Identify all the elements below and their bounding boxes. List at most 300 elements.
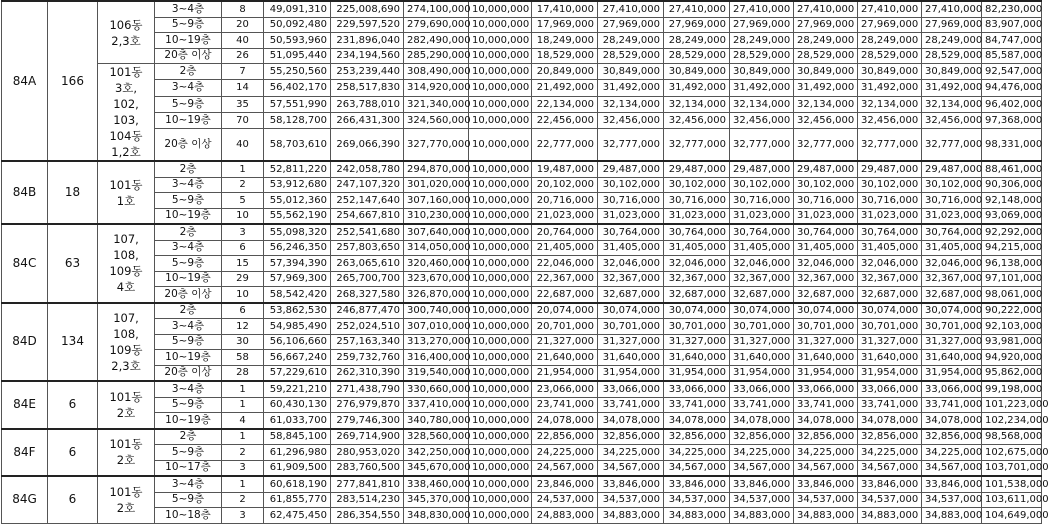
amount-cell-total: 340,780,000 xyxy=(404,413,469,429)
table-row xyxy=(2,303,1042,319)
amount-cell-mid7: 34,883,000 xyxy=(922,508,982,524)
amount-cell-mid6: 31,492,000 xyxy=(858,80,922,96)
amount-cell-building: 254,667,810 xyxy=(331,208,404,224)
table-row xyxy=(2,413,1042,429)
amount-cell-mid3: 30,849,000 xyxy=(664,64,730,80)
amount-cell-building: 262,310,390 xyxy=(331,365,404,381)
table-row xyxy=(2,508,1042,524)
amount-cell-balance: 102,234,000 xyxy=(982,413,1042,429)
amount-cell-mid5: 27,410,000 xyxy=(794,1,858,17)
amount-cell-mid5: 33,066,000 xyxy=(794,381,858,397)
floor-cell: 2층 xyxy=(155,224,222,240)
dong-cell: 101동 1호 xyxy=(98,161,155,224)
floor-cell: 10~19층 xyxy=(155,112,222,128)
floor-cell: 20층 이상 xyxy=(155,365,222,381)
floor-cell: 5~9층 xyxy=(155,256,222,272)
amount-cell-balance: 88,461,000 xyxy=(982,161,1042,177)
amount-cell-mid2: 30,849,000 xyxy=(598,64,664,80)
amount-cell-balance: 92,292,000 xyxy=(982,224,1042,240)
amount-cell-balance: 85,587,000 xyxy=(982,48,1042,64)
units-cell: 29 xyxy=(222,271,264,287)
amount-cell-building: 265,700,700 xyxy=(331,271,404,287)
amount-cell-contract: 10,000,000 xyxy=(469,397,532,413)
amount-cell-mid7: 28,249,000 xyxy=(922,33,982,49)
amount-cell-mid5: 32,134,000 xyxy=(794,96,858,112)
amount-cell-contract: 10,000,000 xyxy=(469,33,532,49)
table-row xyxy=(2,256,1042,272)
amount-cell-mid1: 21,023,000 xyxy=(532,208,598,224)
table-row xyxy=(2,161,1042,177)
amount-cell-mid6: 34,567,000 xyxy=(858,460,922,476)
amount-cell-contract: 10,000,000 xyxy=(469,460,532,476)
price-table-body xyxy=(2,1,1049,523)
dong-cell: 101동 2호 xyxy=(98,476,155,523)
amount-cell-mid4: 28,529,000 xyxy=(730,48,794,64)
amount-cell-mid7: 31,023,000 xyxy=(922,208,982,224)
amount-cell-mid7: 31,405,000 xyxy=(922,240,982,256)
amount-cell-total: 285,290,000 xyxy=(404,48,469,64)
floor-cell: 10~19층 xyxy=(155,350,222,366)
amount-cell-mid6: 31,405,000 xyxy=(858,240,922,256)
amount-cell-building: 252,024,510 xyxy=(331,319,404,335)
amount-cell-total: 316,400,000 xyxy=(404,350,469,366)
amount-cell-mid5: 28,529,000 xyxy=(794,48,858,64)
amount-cell-contract: 10,000,000 xyxy=(469,476,532,492)
amount-cell-land: 54,985,490 xyxy=(264,319,331,335)
amount-cell-building: 242,058,780 xyxy=(331,161,404,177)
dong-cell: 101동 3호, 102, 103, 104동 1,2호 xyxy=(98,64,155,162)
amount-cell-total: 342,250,000 xyxy=(404,445,469,461)
amount-cell-mid1: 24,225,000 xyxy=(532,445,598,461)
amount-cell-land: 56,106,660 xyxy=(264,334,331,350)
amount-cell-land: 58,542,420 xyxy=(264,287,331,303)
amount-cell-building: 257,163,340 xyxy=(331,334,404,350)
amount-cell-mid2: 33,066,000 xyxy=(598,381,664,397)
amount-cell-mid2: 28,249,000 xyxy=(598,33,664,49)
amount-cell-mid7: 32,456,000 xyxy=(922,112,982,128)
amount-cell-total: 301,020,000 xyxy=(404,177,469,193)
amount-cell-total: 314,920,000 xyxy=(404,80,469,96)
amount-cell-mid3: 29,487,000 xyxy=(664,161,730,177)
amount-cell-mid7: 34,225,000 xyxy=(922,445,982,461)
table-row xyxy=(2,350,1042,366)
floor-cell: 5~9층 xyxy=(155,492,222,508)
units-cell: 26 xyxy=(222,48,264,64)
amount-cell-balance: 94,920,000 xyxy=(982,350,1042,366)
amount-cell-contract: 10,000,000 xyxy=(469,350,532,366)
amount-cell-mid5: 30,701,000 xyxy=(794,319,858,335)
amount-cell-mid1: 24,883,000 xyxy=(532,508,598,524)
amount-cell-mid6: 32,687,000 xyxy=(858,287,922,303)
amount-cell-mid5: 30,102,000 xyxy=(794,177,858,193)
amount-cell-mid7: 28,529,000 xyxy=(922,48,982,64)
amount-cell-balance: 104,649,000 xyxy=(982,508,1042,524)
units-cell: 70 xyxy=(222,112,264,128)
unit-count-cell: 6 xyxy=(48,429,98,477)
amount-cell-mid5: 34,225,000 xyxy=(794,445,858,461)
amount-cell-balance: 97,368,000 xyxy=(982,112,1042,128)
amount-cell-contract: 10,000,000 xyxy=(469,492,532,508)
amount-cell-land: 56,667,240 xyxy=(264,350,331,366)
amount-cell-total: 307,640,000 xyxy=(404,224,469,240)
unit-type-cell: 84C xyxy=(2,224,48,303)
amount-cell-contract: 10,000,000 xyxy=(469,334,532,350)
units-cell: 3 xyxy=(222,460,264,476)
amount-cell-mid4: 31,492,000 xyxy=(730,80,794,96)
floor-cell: 5~9층 xyxy=(155,445,222,461)
amount-cell-mid6: 27,969,000 xyxy=(858,17,922,33)
amount-cell-mid3: 30,074,000 xyxy=(664,303,730,319)
floor-cell: 3~4층 xyxy=(155,1,222,17)
amount-cell-mid2: 32,777,000 xyxy=(598,129,664,161)
floor-cell: 3~4층 xyxy=(155,319,222,335)
amount-cell-mid4: 34,078,000 xyxy=(730,413,794,429)
amount-cell-mid1: 18,249,000 xyxy=(532,33,598,49)
amount-cell-contract: 10,000,000 xyxy=(469,64,532,80)
amount-cell-mid1: 21,640,000 xyxy=(532,350,598,366)
amount-cell-contract: 10,000,000 xyxy=(469,365,532,381)
amount-cell-mid3: 32,367,000 xyxy=(664,271,730,287)
amount-cell-mid3: 33,846,000 xyxy=(664,476,730,492)
amount-cell-mid2: 34,537,000 xyxy=(598,492,664,508)
amount-cell-building: 269,714,900 xyxy=(331,429,404,445)
floor-cell: 5~9층 xyxy=(155,193,222,209)
units-cell: 14 xyxy=(222,80,264,96)
floor-cell: 10~19층 xyxy=(155,208,222,224)
amount-cell-contract: 10,000,000 xyxy=(469,445,532,461)
amount-cell-mid5: 31,023,000 xyxy=(794,208,858,224)
amount-cell-building: 271,438,790 xyxy=(331,381,404,397)
units-cell: 2 xyxy=(222,445,264,461)
amount-cell-total: 330,660,000 xyxy=(404,381,469,397)
amount-cell-total: 307,010,000 xyxy=(404,319,469,335)
amount-cell-mid4: 30,764,000 xyxy=(730,224,794,240)
amount-cell-land: 53,862,530 xyxy=(264,303,331,319)
amount-cell-mid4: 32,856,000 xyxy=(730,429,794,445)
amount-cell-contract: 10,000,000 xyxy=(469,17,532,33)
units-cell: 3 xyxy=(222,508,264,524)
floor-cell: 10~19층 xyxy=(155,33,222,49)
amount-cell-mid1: 22,456,000 xyxy=(532,112,598,128)
amount-cell-building: 234,194,560 xyxy=(331,48,404,64)
amount-cell-building: 246,877,470 xyxy=(331,303,404,319)
floor-cell: 20층 이상 xyxy=(155,48,222,64)
amount-cell-balance: 96,402,000 xyxy=(982,96,1042,112)
price-table xyxy=(1,0,1049,524)
amount-cell-mid3: 30,701,000 xyxy=(664,319,730,335)
amount-cell-mid6: 33,741,000 xyxy=(858,397,922,413)
amount-cell-mid3: 34,078,000 xyxy=(664,413,730,429)
amount-cell-mid6: 30,701,000 xyxy=(858,319,922,335)
amount-cell-mid6: 32,134,000 xyxy=(858,96,922,112)
floor-cell: 5~9층 xyxy=(155,96,222,112)
amount-cell-mid4: 30,849,000 xyxy=(730,64,794,80)
unit-type-cell: 84G xyxy=(2,476,48,523)
units-cell: 1 xyxy=(222,476,264,492)
amount-cell-balance: 98,061,000 xyxy=(982,287,1042,303)
amount-cell-total: 319,540,000 xyxy=(404,365,469,381)
amount-cell-balance: 94,215,000 xyxy=(982,240,1042,256)
amount-cell-land: 51,095,440 xyxy=(264,48,331,64)
units-cell: 5 xyxy=(222,193,264,209)
amount-cell-mid4: 31,640,000 xyxy=(730,350,794,366)
amount-cell-mid2: 30,102,000 xyxy=(598,177,664,193)
amount-cell-mid7: 34,078,000 xyxy=(922,413,982,429)
amount-cell-total: 345,670,000 xyxy=(404,460,469,476)
table-row xyxy=(2,240,1042,256)
amount-cell-total: 326,870,000 xyxy=(404,287,469,303)
amount-cell-contract: 10,000,000 xyxy=(469,240,532,256)
amount-cell-mid3: 32,134,000 xyxy=(664,96,730,112)
amount-cell-mid7: 30,701,000 xyxy=(922,319,982,335)
amount-cell-building: 231,896,040 xyxy=(331,33,404,49)
amount-cell-mid5: 32,046,000 xyxy=(794,256,858,272)
unit-type-cell: 84B xyxy=(2,161,48,224)
amount-cell-mid1: 21,327,000 xyxy=(532,334,598,350)
amount-cell-building: 266,431,300 xyxy=(331,112,404,128)
unit-type-cell: 84A xyxy=(2,1,48,161)
amount-cell-land: 55,250,560 xyxy=(264,64,331,80)
units-cell: 40 xyxy=(222,33,264,49)
amount-cell-mid6: 34,078,000 xyxy=(858,413,922,429)
amount-cell-mid6: 31,954,000 xyxy=(858,365,922,381)
amount-cell-contract: 10,000,000 xyxy=(469,429,532,445)
amount-cell-mid5: 30,716,000 xyxy=(794,193,858,209)
amount-cell-mid1: 17,410,000 xyxy=(532,1,598,17)
amount-cell-mid4: 29,487,000 xyxy=(730,161,794,177)
amount-cell-total: 345,370,000 xyxy=(404,492,469,508)
amount-cell-mid7: 34,567,000 xyxy=(922,460,982,476)
amount-cell-mid4: 31,954,000 xyxy=(730,365,794,381)
amount-cell-building: 286,354,550 xyxy=(331,508,404,524)
units-cell: 2 xyxy=(222,177,264,193)
amount-cell-mid6: 30,102,000 xyxy=(858,177,922,193)
amount-cell-mid4: 33,066,000 xyxy=(730,381,794,397)
amount-cell-mid5: 31,405,000 xyxy=(794,240,858,256)
amount-cell-building: 229,597,520 xyxy=(331,17,404,33)
amount-cell-mid1: 20,716,000 xyxy=(532,193,598,209)
amount-cell-balance: 94,476,000 xyxy=(982,80,1042,96)
amount-cell-balance: 97,101,000 xyxy=(982,271,1042,287)
floor-cell: 5~9층 xyxy=(155,397,222,413)
amount-cell-mid3: 32,777,000 xyxy=(664,129,730,161)
amount-cell-land: 58,703,610 xyxy=(264,129,331,161)
units-cell: 15 xyxy=(222,256,264,272)
amount-cell-mid7: 32,046,000 xyxy=(922,256,982,272)
amount-cell-total: 338,460,000 xyxy=(404,476,469,492)
amount-cell-balance: 103,701,000 xyxy=(982,460,1042,476)
amount-cell-mid4: 30,102,000 xyxy=(730,177,794,193)
amount-cell-mid2: 32,456,000 xyxy=(598,112,664,128)
amount-cell-mid6: 31,023,000 xyxy=(858,208,922,224)
amount-cell-mid3: 31,327,000 xyxy=(664,334,730,350)
amount-cell-balance: 90,306,000 xyxy=(982,177,1042,193)
amount-cell-building: 276,979,870 xyxy=(331,397,404,413)
amount-cell-mid4: 30,701,000 xyxy=(730,319,794,335)
amount-cell-mid1: 22,687,000 xyxy=(532,287,598,303)
amount-cell-contract: 10,000,000 xyxy=(469,177,532,193)
amount-cell-mid5: 33,741,000 xyxy=(794,397,858,413)
amount-cell-mid6: 27,410,000 xyxy=(858,1,922,17)
amount-cell-mid6: 33,846,000 xyxy=(858,476,922,492)
amount-cell-total: 314,050,000 xyxy=(404,240,469,256)
amount-cell-mid6: 30,716,000 xyxy=(858,193,922,209)
amount-cell-mid4: 27,969,000 xyxy=(730,17,794,33)
unit-count-cell: 18 xyxy=(48,161,98,224)
amount-cell-mid7: 33,066,000 xyxy=(922,381,982,397)
amount-cell-building: 252,541,680 xyxy=(331,224,404,240)
table-row xyxy=(2,224,1042,240)
amount-cell-mid3: 32,046,000 xyxy=(664,256,730,272)
amount-cell-total: 321,340,000 xyxy=(404,96,469,112)
amount-cell-mid4: 31,405,000 xyxy=(730,240,794,256)
amount-cell-mid3: 34,883,000 xyxy=(664,508,730,524)
amount-cell-mid7: 32,777,000 xyxy=(922,129,982,161)
amount-cell-mid3: 31,492,000 xyxy=(664,80,730,96)
amount-cell-balance: 93,069,000 xyxy=(982,208,1042,224)
units-cell: 8 xyxy=(222,1,264,17)
amount-cell-total: 327,770,000 xyxy=(404,129,469,161)
dong-cell: 106동 2,3호 xyxy=(98,1,155,64)
amount-cell-balance: 102,675,000 xyxy=(982,445,1042,461)
amount-cell-mid4: 32,777,000 xyxy=(730,129,794,161)
amount-cell-mid6: 32,456,000 xyxy=(858,112,922,128)
amount-cell-mid3: 27,410,000 xyxy=(664,1,730,17)
amount-cell-contract: 10,000,000 xyxy=(469,271,532,287)
floor-cell: 20층 이상 xyxy=(155,287,222,303)
amount-cell-balance: 84,747,000 xyxy=(982,33,1042,49)
table-row xyxy=(2,33,1042,49)
amount-cell-mid2: 30,764,000 xyxy=(598,224,664,240)
amount-cell-balance: 92,148,000 xyxy=(982,193,1042,209)
table-row xyxy=(2,287,1042,303)
amount-cell-building: 253,239,440 xyxy=(331,64,404,80)
amount-cell-total: 279,690,000 xyxy=(404,17,469,33)
amount-cell-mid1: 23,846,000 xyxy=(532,476,598,492)
amount-cell-mid1: 24,078,000 xyxy=(532,413,598,429)
amount-cell-building: 247,107,320 xyxy=(331,177,404,193)
amount-cell-mid3: 34,567,000 xyxy=(664,460,730,476)
amount-cell-mid7: 32,134,000 xyxy=(922,96,982,112)
amount-cell-mid6: 28,529,000 xyxy=(858,48,922,64)
table-row xyxy=(2,365,1042,381)
unit-count-cell: 63 xyxy=(48,224,98,303)
amount-cell-mid5: 32,856,000 xyxy=(794,429,858,445)
table-row xyxy=(2,64,1042,80)
floor-cell: 2층 xyxy=(155,429,222,445)
amount-cell-contract: 10,000,000 xyxy=(469,129,532,161)
amount-cell-building: 279,746,300 xyxy=(331,413,404,429)
table-row xyxy=(2,80,1042,96)
amount-cell-mid4: 31,327,000 xyxy=(730,334,794,350)
floor-cell: 3~4층 xyxy=(155,476,222,492)
amount-cell-mid1: 21,405,000 xyxy=(532,240,598,256)
table-row xyxy=(2,476,1042,492)
amount-cell-building: 258,517,830 xyxy=(331,80,404,96)
amount-cell-total: 337,410,000 xyxy=(404,397,469,413)
amount-cell-mid2: 34,883,000 xyxy=(598,508,664,524)
amount-cell-contract: 10,000,000 xyxy=(469,161,532,177)
amount-cell-mid6: 31,327,000 xyxy=(858,334,922,350)
amount-cell-mid5: 30,764,000 xyxy=(794,224,858,240)
amount-cell-balance: 95,862,000 xyxy=(982,365,1042,381)
amount-cell-mid2: 31,492,000 xyxy=(598,80,664,96)
amount-cell-mid5: 29,487,000 xyxy=(794,161,858,177)
amount-cell-mid5: 31,954,000 xyxy=(794,365,858,381)
amount-cell-land: 52,811,220 xyxy=(264,161,331,177)
amount-cell-land: 55,562,190 xyxy=(264,208,331,224)
amount-cell-mid2: 32,134,000 xyxy=(598,96,664,112)
amount-cell-mid7: 27,410,000 xyxy=(922,1,982,17)
amount-cell-mid1: 23,741,000 xyxy=(532,397,598,413)
amount-cell-mid4: 34,567,000 xyxy=(730,460,794,476)
amount-cell-land: 62,475,450 xyxy=(264,508,331,524)
amount-cell-mid6: 30,849,000 xyxy=(858,64,922,80)
units-cell: 2 xyxy=(222,492,264,508)
amount-cell-mid4: 32,456,000 xyxy=(730,112,794,128)
amount-cell-land: 49,091,310 xyxy=(264,1,331,17)
amount-cell-contract: 10,000,000 xyxy=(469,48,532,64)
amount-cell-building: 280,953,020 xyxy=(331,445,404,461)
table-row xyxy=(2,460,1042,476)
amount-cell-land: 60,430,130 xyxy=(264,397,331,413)
amount-cell-contract: 10,000,000 xyxy=(469,508,532,524)
amount-cell-land: 53,912,680 xyxy=(264,177,331,193)
amount-cell-mid6: 33,066,000 xyxy=(858,381,922,397)
amount-cell-mid4: 34,225,000 xyxy=(730,445,794,461)
amount-cell-total: 307,160,000 xyxy=(404,193,469,209)
table-row xyxy=(2,208,1042,224)
floor-cell: 5~9층 xyxy=(155,17,222,33)
floor-cell: 2층 xyxy=(155,161,222,177)
units-cell: 40 xyxy=(222,129,264,161)
table-row xyxy=(2,445,1042,461)
floor-cell: 3~4층 xyxy=(155,240,222,256)
amount-cell-mid7: 33,741,000 xyxy=(922,397,982,413)
amount-cell-contract: 10,000,000 xyxy=(469,287,532,303)
floor-cell: 10~17층 xyxy=(155,460,222,476)
amount-cell-mid2: 29,487,000 xyxy=(598,161,664,177)
amount-cell-mid1: 20,074,000 xyxy=(532,303,598,319)
amount-cell-mid6: 32,367,000 xyxy=(858,271,922,287)
amount-cell-mid2: 31,405,000 xyxy=(598,240,664,256)
amount-cell-land: 60,618,190 xyxy=(264,476,331,492)
amount-cell-balance: 83,907,000 xyxy=(982,17,1042,33)
amount-cell-contract: 10,000,000 xyxy=(469,1,532,17)
amount-cell-mid6: 28,249,000 xyxy=(858,33,922,49)
amount-cell-mid2: 30,074,000 xyxy=(598,303,664,319)
amount-cell-mid4: 32,046,000 xyxy=(730,256,794,272)
floor-cell: 2층 xyxy=(155,303,222,319)
dong-cell: 101동 2호 xyxy=(98,381,155,429)
amount-cell-balance: 101,538,000 xyxy=(982,476,1042,492)
floor-cell: 5~9층 xyxy=(155,334,222,350)
amount-cell-mid1: 20,764,000 xyxy=(532,224,598,240)
units-cell: 6 xyxy=(222,240,264,256)
units-cell: 1 xyxy=(222,381,264,397)
units-cell: 10 xyxy=(222,208,264,224)
units-cell: 3 xyxy=(222,224,264,240)
amount-cell-mid3: 28,529,000 xyxy=(664,48,730,64)
amount-cell-mid5: 32,367,000 xyxy=(794,271,858,287)
amount-cell-mid1: 17,969,000 xyxy=(532,17,598,33)
unit-count-cell: 134 xyxy=(48,303,98,382)
amount-cell-mid5: 34,537,000 xyxy=(794,492,858,508)
amount-cell-mid2: 32,687,000 xyxy=(598,287,664,303)
amount-cell-mid1: 21,492,000 xyxy=(532,80,598,96)
amount-cell-mid3: 32,687,000 xyxy=(664,287,730,303)
amount-cell-total: 348,830,000 xyxy=(404,508,469,524)
